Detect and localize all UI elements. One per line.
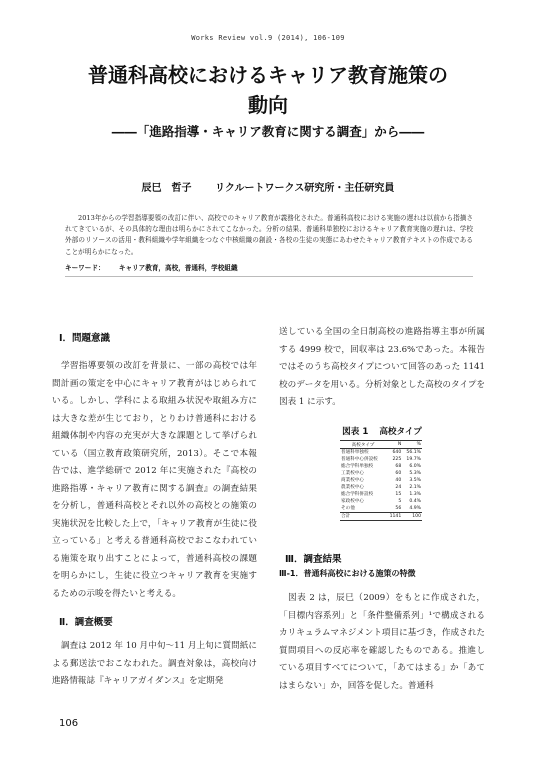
section-1-body (52, 358, 257, 603)
section-3-body (279, 590, 485, 695)
section-2-paragraph-cont: 送している全国の全日制高校の進路指導主事が所属する 4999 校で，回収率は 23.6%であった。本報告ではそのうち高校タイプについて回答のあった 1141 校のデータを用いる。分析対象とした高校のタイプを図表 1 に示す。 (279, 327, 485, 407)
subtitle: ――「進路指導・キャリア教育に関する調査」から―― (111, 124, 425, 139)
divider (65, 276, 473, 277)
table-cell: 5 (398, 499, 402, 505)
table-cell: 225 (392, 457, 402, 463)
keywords (65, 262, 473, 272)
table-cell: 24 (395, 485, 402, 491)
page-number: 106 (59, 718, 79, 729)
table-cell: 1.3% (409, 492, 421, 498)
keywords-text: キャリア教育，高校，普通科，学校組織 (118, 264, 238, 272)
section-1-paragraph: 学習指導要領の改訂を背景に、一部の高校では年間計画の策定を中心にキャリア教育がはじめられている。しかし、学科による取組み状況や取組み方には大きな差が生じており，とりわけ普通科における組織体制や内容の充実が大きな課題として挙げられている（国立教育政策研究所，2013）。そこで本報告では、進学総研で 2012 年に実施された『高校の進路指導・キャリア教育に関する調査』の調査結果を分析し，普通科高校とそれ以外の高校との施策の実施状況を比較した上で，「キャリア教育が生徒に役立っている」と考える普通科高校でおこなわれている施策を取り出すことによって，普通科高校の課題を明らかにし，生徒に役立つキャリア教育を実施するための示唆を得たいと考える。 (52, 361, 257, 599)
author-line (60, 179, 476, 194)
table-cell: 農業校中心 (341, 485, 364, 491)
table-header-row (340, 441, 422, 449)
table-cell: 6.0% (409, 464, 421, 470)
table-row (340, 463, 422, 470)
section-2-heading: Ⅱ．調査概要 (59, 617, 113, 628)
section-2-body (52, 638, 257, 691)
table-cell: 普通科単独校 (341, 450, 369, 456)
table-cell: 1141 (386, 513, 402, 521)
section-3-1-heading: Ⅲ-1．普通科高校における施策の特徴 (279, 569, 416, 578)
table-cell: 3.5% (409, 478, 421, 484)
journal-header: Works Review vol.9 (2014), 106-109 (191, 34, 345, 42)
table-cell: 4.9% (409, 506, 421, 512)
table-row (340, 498, 422, 505)
table-cell: 40 (395, 478, 402, 484)
section-2-paragraph: 調査は 2012 年 10 月中旬～11 月上旬に質問紙による郵送法でおこなわれた。調査対象は，高校向け進路情報誌『キャリアガイダンス』を定期発 (52, 641, 257, 686)
title-line-2: 動向 (248, 93, 288, 117)
table-cell: 工業校中心 (341, 471, 364, 477)
table-header: N (386, 441, 402, 449)
table-row (340, 449, 422, 457)
table-total-row (340, 513, 422, 521)
figure-1-label: 図表 1 (342, 427, 369, 437)
table-cell: 総合学科併設校 (341, 492, 374, 498)
author-name: 辰巳 哲子 (141, 183, 192, 194)
table-cell: 56.1% (406, 450, 421, 456)
table-header: % (402, 441, 422, 449)
figure-1-title (279, 425, 485, 437)
keywords-label: キーワード： (65, 264, 105, 272)
table-row (340, 477, 422, 484)
section-3-paragraph: 図表 2 は，辰巳（2009）をもとに作成された，「目標内容系列」と「条件整備系列」¹で構成されるカリキュラムマネジメント項目に基づき，作成された質問項目への反応率を確認したものである。推進している項目すべてについて，「あてはまる」か「あてはまらない」か，回答を促した。普通科 (279, 593, 485, 691)
figure-1-table (340, 440, 422, 521)
table-cell: 商業校中心 (341, 478, 364, 484)
table-cell: 100 (402, 513, 422, 521)
table-row (340, 491, 422, 498)
table-row (340, 505, 422, 513)
table-row (340, 484, 422, 491)
section-2-body-cont (279, 324, 485, 412)
abstract (65, 213, 473, 258)
table-cell: 合計 (340, 513, 386, 521)
table-cell: その他 (341, 506, 355, 512)
table-cell: 15 (395, 492, 402, 498)
table-cell: 総合学科単独校 (341, 464, 374, 470)
table-row (340, 470, 422, 477)
table-cell: 56 (395, 506, 402, 512)
abstract-text: 2013年からの学習指導要領の改訂に伴い、高校でのキャリア教育が義務化された。普通科高校における実施の遅れは以前から指摘されてきているが、その具体的な理由は明らかにされてこなかった。分析の結果、普通科単独校におけるキャリア教育実施の遅れは、学校外部のリソースの活用・教科組織や学年組織をつなぐ中核組織の創設・各校の生徒の実態にあわせたキャリア教育テキストの作成であることが明らかになった。 (65, 214, 473, 256)
table-cell: 60 (395, 471, 402, 477)
table-cell: 5.3% (409, 471, 421, 477)
table-cell: 68 (395, 464, 402, 470)
author-affiliation: リクルートワークス研究所・主任研究員 (215, 183, 395, 194)
table-cell: 640 (392, 450, 402, 456)
figure-1-caption: 高校タイプ (379, 427, 422, 437)
table-cell: 家政校中心 (341, 499, 364, 505)
section-3-heading: Ⅲ．調査結果 (285, 554, 342, 565)
title-line-1: 普通科高校におけるキャリア教育施策の (88, 63, 448, 87)
section-1-heading: Ⅰ．問題意識 (59, 333, 111, 344)
table-cell: 0.4% (409, 499, 421, 505)
table-cell: 19.7% (406, 457, 421, 463)
table-header: 高校タイプ (340, 441, 386, 449)
table-row (340, 456, 422, 463)
table-cell: 普通科中心併設校 (341, 457, 378, 463)
table-cell: 2.1% (409, 485, 421, 491)
